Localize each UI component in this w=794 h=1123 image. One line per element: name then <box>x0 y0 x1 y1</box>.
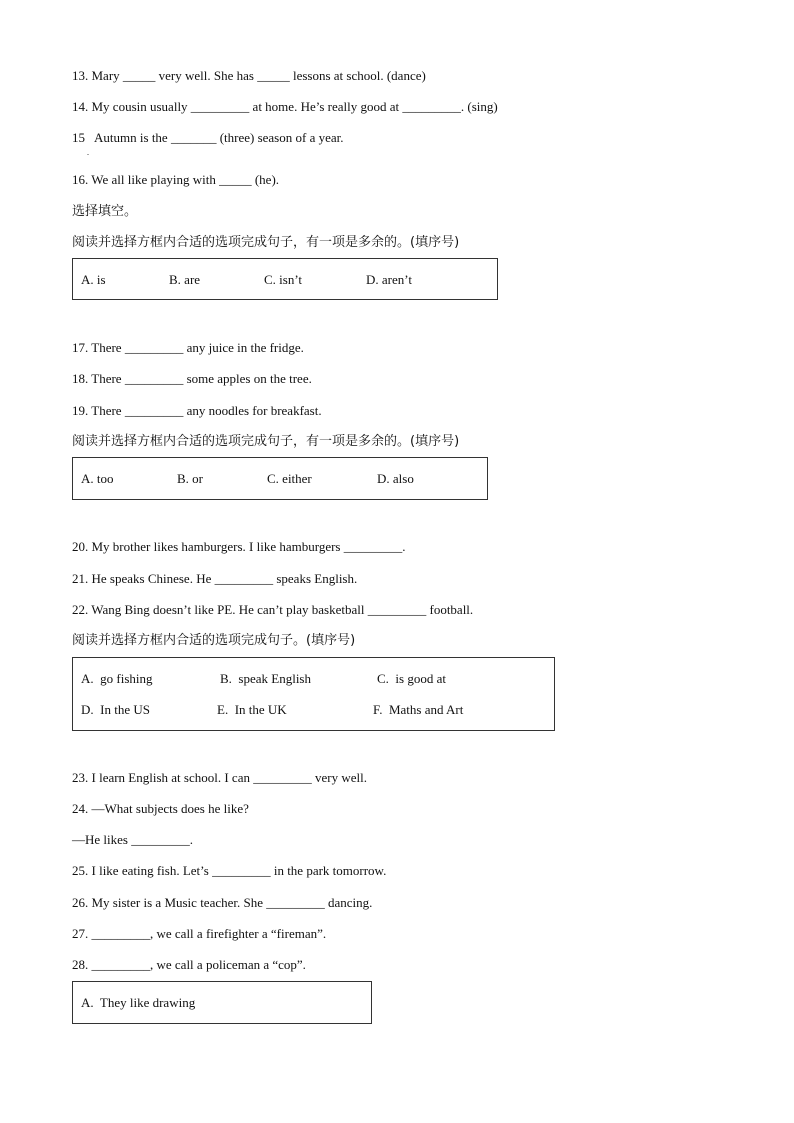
instruction-2: 阅读并选择方框内合适的选项完成句子，有一项是多余的。(填序号) <box>72 434 460 449</box>
section-heading: 选择填空。 <box>72 204 138 219</box>
question-16: 16. We all like playing with _____ (he). <box>72 172 280 187</box>
question-24-prompt: 24. —What subjects does he like? <box>72 801 249 816</box>
question-21: 21. He speaks Chinese. He _________ speaks English. <box>72 571 358 586</box>
option-c: C. isn’t <box>264 272 303 287</box>
question-27: 27. _________, we call a firefighter a “fireman”. <box>72 926 327 941</box>
option-a: A. too <box>81 471 114 486</box>
options-box-2 <box>72 457 488 500</box>
option-c: C. is good at <box>377 671 446 686</box>
option-e: E. In the UK <box>217 702 287 717</box>
question-24-answer: —He likes _________. <box>72 832 193 847</box>
option-d: D. In the US <box>81 702 150 717</box>
question-23: 23. I learn English at school. I can _________ very well. <box>72 770 367 785</box>
option-d: D. aren’t <box>366 272 412 287</box>
option-c: C. either <box>267 471 312 486</box>
question-15-dot: . <box>87 148 89 157</box>
question-22: 22. Wang Bing doesn’t like PE. He can’t play basketball _________ football. <box>72 602 474 617</box>
option-b: B. are <box>169 272 201 287</box>
options-box-4 <box>72 981 372 1024</box>
question-19: 19. There _________ any noodles for breakfast. <box>72 403 322 418</box>
options-box-1 <box>72 258 498 300</box>
option-a: A. They like drawing <box>81 995 196 1010</box>
instruction-3: 阅读并选择方框内合适的选项完成句子。(填序号) <box>72 633 356 648</box>
question-17: 17. There _________ any juice in the fridge. <box>72 340 304 355</box>
option-b: B. or <box>177 471 203 486</box>
question-14: 14. My cousin usually _________ at home. He’s really good at _________. (sing) <box>72 99 498 114</box>
option-a: A. go fishing <box>81 671 153 686</box>
question-20: 20. My brother likes hamburgers. I like hamburgers _________. <box>72 539 406 554</box>
option-a: A. is <box>81 272 106 287</box>
options-box-3 <box>72 657 555 731</box>
question-13: 13. Mary _____ very well. She has _____ lessons at school. (dance) <box>72 68 426 83</box>
option-d: D. also <box>377 471 414 486</box>
option-f: F. Maths and Art <box>373 702 464 717</box>
instruction-1: 阅读并选择方框内合适的选项完成句子，有一项是多余的。(填序号) <box>72 235 460 250</box>
question-18: 18. There _________ some apples on the tree. <box>72 371 312 386</box>
question-15: 15 Autumn is the _______ (three) season of a year. <box>72 130 344 145</box>
question-25: 25. I like eating fish. Let’s _________ in the park tomorrow. <box>72 863 387 878</box>
option-b: B. speak English <box>220 671 311 686</box>
question-26: 26. My sister is a Music teacher. She _________ dancing. <box>72 895 373 910</box>
question-28: 28. _________, we call a policeman a “cop”. <box>72 957 306 972</box>
